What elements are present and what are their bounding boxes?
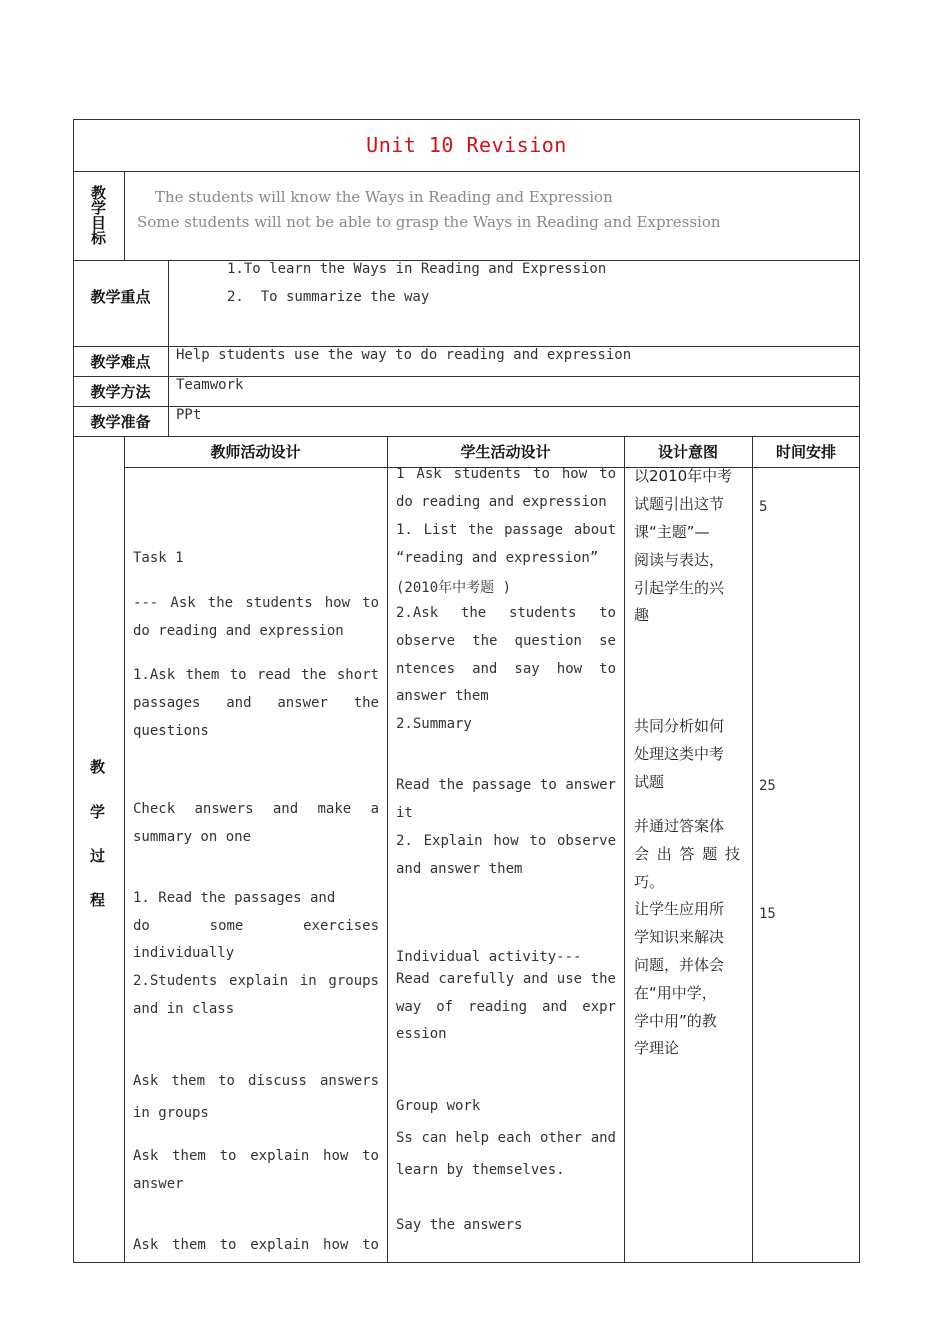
page-title: Unit 10 Revision	[366, 133, 567, 157]
teacher-line: Check answers and make a	[133, 801, 379, 817]
time-value: 5	[759, 499, 768, 515]
row-divider	[73, 171, 860, 172]
student-line: Individual activity---	[396, 949, 582, 965]
process-label-char: 教	[90, 758, 106, 776]
teacher-line: in groups	[133, 1105, 209, 1121]
intent-line: 在“用中学，	[634, 984, 717, 1002]
student-line: way of reading and expr	[396, 999, 616, 1015]
student-line: ession	[396, 1026, 447, 1042]
table-border-bottom	[73, 1262, 860, 1263]
process-label-char: 过	[90, 847, 106, 865]
column-divider	[168, 260, 169, 436]
objectives-label-char: 标	[90, 228, 106, 247]
teacher-line: summary on one	[133, 829, 252, 845]
difficulties-text: Help students use the way to do reading and expression	[176, 347, 632, 363]
student-line: do reading and expression	[396, 494, 607, 510]
intent-line: 让学生应用所	[634, 900, 725, 918]
intent-line: 课“主题”—	[634, 523, 710, 541]
student-line: Ss can help each other and	[396, 1130, 616, 1146]
student-line: and answer them	[396, 861, 523, 877]
intent-line: 试题引出这节	[634, 495, 725, 513]
difficulties-label: 教学难点	[90, 352, 151, 371]
teacher-line: 1. Read the passages and	[133, 890, 336, 906]
intent-line: 趣	[634, 606, 650, 624]
student-line: 2.Summary	[396, 716, 472, 732]
teacher-line: do reading and expression	[133, 623, 344, 639]
student-line: 2. Explain how to observe	[396, 833, 616, 849]
key-point-line: 2. To summarize the way	[227, 289, 430, 305]
column-divider	[124, 171, 125, 260]
teacher-line: and in class	[133, 1001, 235, 1017]
time-value: 15	[759, 906, 776, 922]
column-divider	[752, 436, 753, 1263]
lesson-plan-table	[73, 119, 860, 1263]
intent-line: 学理论	[634, 1039, 680, 1057]
key-point-line: 1.To learn the Ways in Reading and Expression	[227, 261, 607, 277]
student-line: observe the question se	[396, 633, 616, 649]
intent-line: 巧。	[634, 873, 665, 891]
intent-line: 共同分析如何	[634, 717, 725, 735]
student-line: 1 Ask students to how to	[396, 466, 616, 482]
student-line: “reading and expression”	[396, 550, 599, 566]
student-line: Read the passage to answer	[396, 777, 616, 793]
objectives-label-char: 教	[90, 183, 106, 202]
teacher-line: Ask them to explain how to	[133, 1148, 379, 1164]
intent-line: 试题	[634, 773, 665, 791]
objectives-label-char: 目	[90, 213, 106, 232]
intent-line: 问题，并体会	[634, 956, 725, 974]
table-border-right	[859, 119, 860, 1263]
intent-line: 学知识来解决	[634, 928, 725, 946]
preparation-label: 教学准备	[90, 412, 151, 431]
intent-line: 以2010年中考	[634, 467, 733, 485]
objective-line: The students will know the Ways in Reading and Expression	[155, 188, 613, 206]
student-line: (2010年中考题 )	[396, 580, 512, 596]
column-divider	[387, 436, 388, 1263]
intent-line: 阅读与表达，	[634, 551, 725, 569]
header-time: 时间安排	[775, 443, 836, 461]
teacher-line: 1.Ask them to read the short	[133, 667, 379, 683]
key-points-label: 教学重点	[90, 287, 151, 306]
method-text: Teamwork	[176, 377, 244, 393]
student-line: learn by themselves.	[396, 1162, 565, 1178]
process-label	[73, 436, 124, 1263]
process-label-char: 程	[90, 891, 106, 909]
teacher-line: answer	[133, 1176, 184, 1192]
student-line: 2.Ask the students to	[396, 605, 616, 621]
student-line: it	[396, 805, 413, 821]
teacher-line: do some exercises	[133, 918, 379, 934]
column-divider	[124, 436, 125, 1263]
intent-line: 引起学生的兴	[634, 579, 725, 597]
intent-line: 并通过答案体	[634, 817, 725, 835]
student-line: ntences and say how to	[396, 661, 616, 677]
teacher-line: Ask them to explain how to	[133, 1237, 379, 1253]
objectives-label	[73, 171, 124, 260]
header-design-intent: 设计意图	[657, 443, 718, 461]
teacher-line: --- Ask the students how to	[133, 595, 379, 611]
header-teacher-activity: 教师活动设计	[210, 443, 301, 461]
teacher-line: 2.Students explain in groups	[133, 973, 379, 989]
teacher-line: Task 1	[133, 550, 184, 566]
column-divider	[624, 436, 625, 1263]
student-line: Say the answers	[396, 1217, 523, 1233]
student-line: answer them	[396, 688, 489, 704]
objectives-label-char: 学	[90, 198, 106, 217]
preparation-text: PPt	[176, 407, 202, 423]
student-line: 1. List the passage about	[396, 522, 616, 538]
teacher-line: Ask them to discuss answers	[133, 1073, 379, 1089]
teacher-line: individually	[133, 945, 235, 961]
process-label-char: 学	[90, 803, 106, 821]
header-student-activity: 学生活动设计	[460, 443, 551, 461]
intent-line: 会出答题技	[634, 845, 740, 863]
objective-line: Some students will not be able to grasp the Ways in Reading and Expression	[137, 213, 721, 231]
intent-line: 学中用”的教	[634, 1012, 717, 1030]
time-value: 25	[759, 778, 776, 794]
student-line: Group work	[396, 1098, 481, 1114]
student-line: Read carefully and use the	[396, 971, 616, 987]
teacher-line: questions	[133, 723, 209, 739]
method-label: 教学方法	[90, 382, 151, 401]
intent-line: 处理这类中考	[634, 745, 725, 763]
teacher-line: passages and answer the	[133, 695, 379, 711]
